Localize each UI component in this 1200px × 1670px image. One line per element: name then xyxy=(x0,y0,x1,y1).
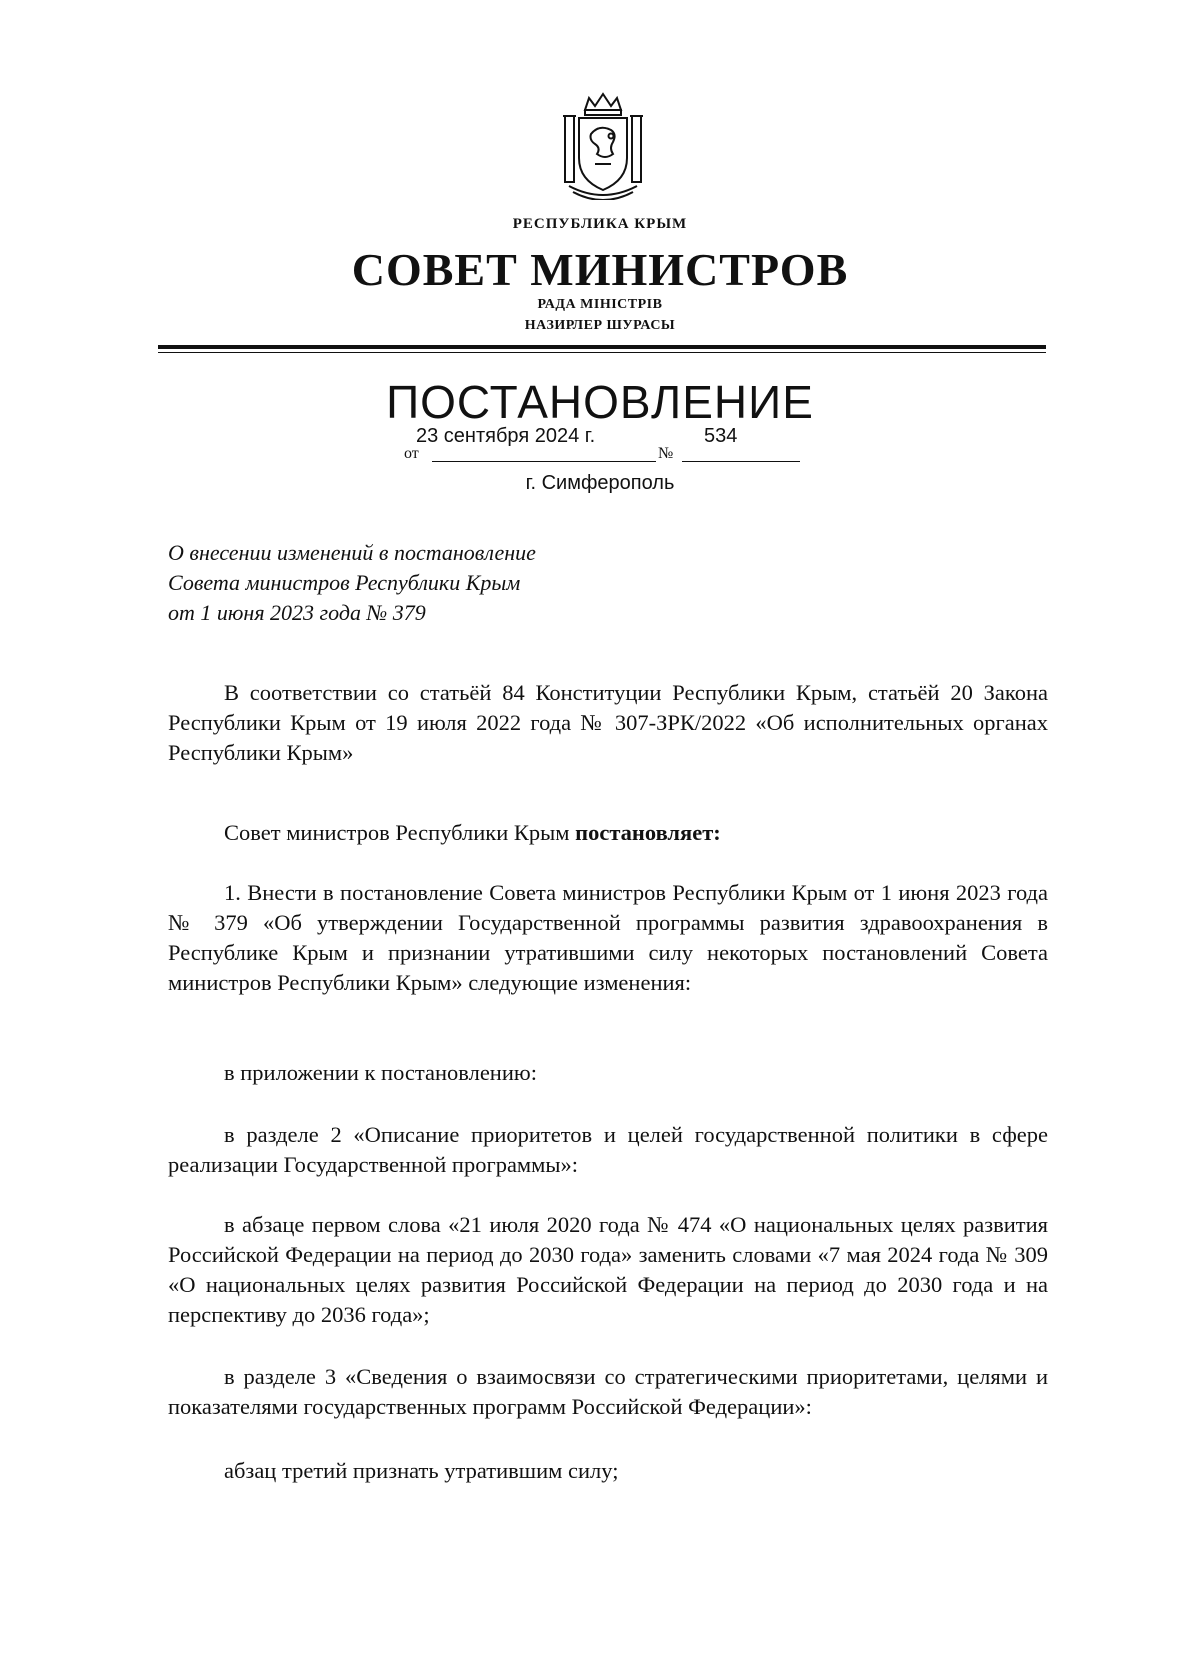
document-date: 23 сентября 2024 г. xyxy=(416,425,596,447)
resolves-paragraph: Совет министров Республики Крым постановляет: xyxy=(224,820,721,845)
number-prefix: № xyxy=(658,445,674,462)
council-title-ukrainian: РАДА МІНІСТРІВ xyxy=(537,297,663,312)
paragraph-third-abzac: абзац третий признать утратившим силу; xyxy=(224,1458,619,1483)
document-type: ПОСТАНОВЛЕНИЕ xyxy=(386,376,814,428)
council-title-crimean-tatar: НАЗИРЛЕР ШУРАСЫ xyxy=(524,318,676,333)
city: г. Симферополь xyxy=(525,472,675,494)
header-rule-thin xyxy=(158,352,1046,353)
paragraph-section-2: в разделе 2 «Описание приоритетов и целей государственной политики в сфере реализации Государственной программы»: xyxy=(168,1122,1048,1177)
resolves-keyword: постановляет: xyxy=(575,820,721,845)
coat-of-arms-emblem xyxy=(555,92,651,200)
paragraph-item-1: 1. Внести в постановление Совета министров Республики Крым от 1 июня 2023 года № 379 «Об утверждении Государственной программы развития здравоохранения в Республике Крым и признании утратившими силу некоторых постановлений Совета министров Республики Крым» следующие изменения: xyxy=(168,880,1048,995)
date-underline xyxy=(432,461,656,462)
paragraph-annex: в приложении к постановлению: xyxy=(224,1060,537,1085)
document-number: 534 xyxy=(704,425,738,447)
council-title: СОВЕТ МИНИСТРОВ xyxy=(351,244,849,295)
header-rule-thick xyxy=(158,345,1046,349)
preamble-paragraph: В соответствии со статьёй 84 Конституции Республики Крым, статьёй 20 Закона Республики Крым от 19 июля 2022 года № 307-ЗРК/2022 «Об исполнительных органах Республики Крым» xyxy=(168,680,1048,765)
date-prefix: от xyxy=(404,445,419,462)
paragraph-first-abzac: в абзаце первом слова «21 июля 2020 года № 474 «О национальных целях развития Российской Федерации на период до 2030 года» заменить словами «7 мая 2024 года № 309 «О национальных целях развития Российской Федерации на период до 2030 года и на перспективу до 2036 года»; xyxy=(168,1212,1048,1327)
number-underline xyxy=(682,461,800,462)
paragraph-section-3: в разделе 3 «Сведения о взаимосвязи со стратегическими приоритетами, целями и показателями государственных программ Российской Федерации»: xyxy=(168,1364,1048,1419)
title-line: Совета министров Республики Крым xyxy=(168,570,521,595)
republic-name: РЕСПУБЛИКА КРЫМ xyxy=(512,216,688,232)
title-line: О внесении изменений в постановление xyxy=(168,540,536,565)
title-line: от 1 июня 2023 года № 379 xyxy=(168,600,426,625)
date-number-row xyxy=(390,425,810,464)
document-title xyxy=(168,538,536,628)
